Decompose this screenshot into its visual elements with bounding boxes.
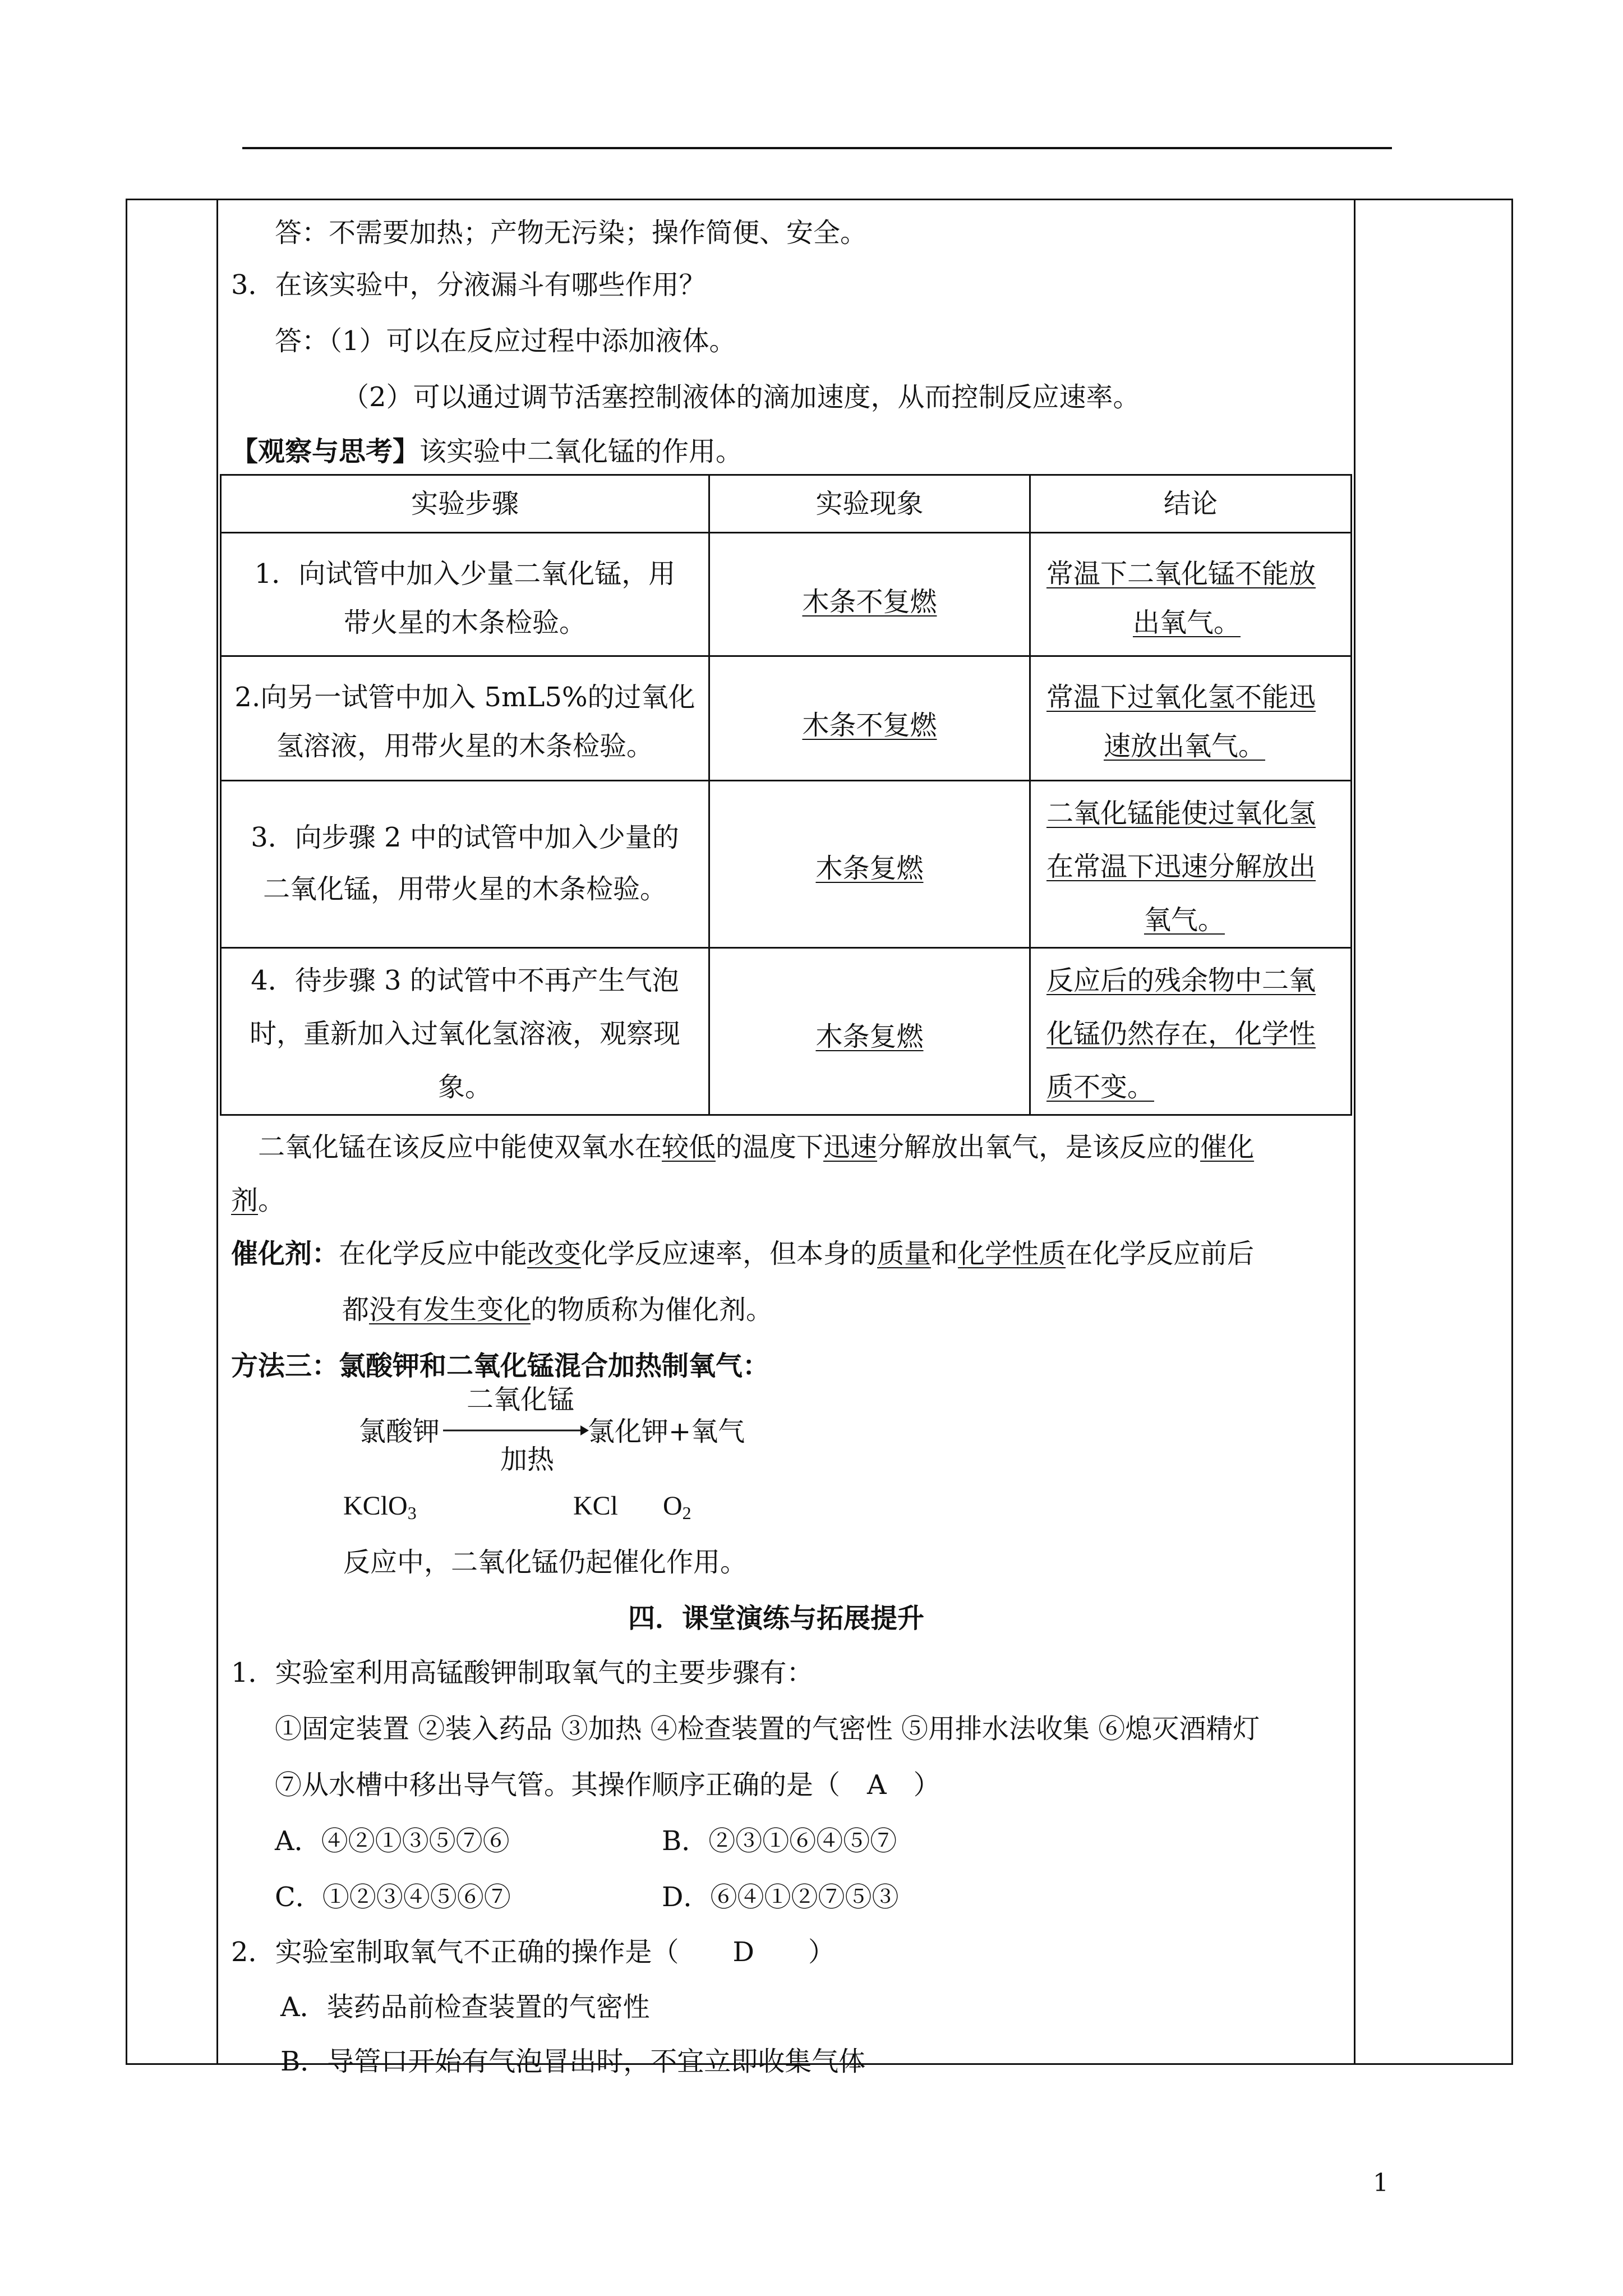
question-3-answer-1: 答：（1）可以在反应过程中添加液体。	[275, 325, 736, 357]
page-number: 1	[1373, 2169, 1389, 2197]
header-rule	[242, 147, 1392, 149]
products: 氯化钾+氧气	[588, 1416, 745, 1447]
q1-option-c: C．①②③④⑤⑥⑦	[275, 1881, 511, 1913]
conclusion-text: 常温下二氧化锰不能放	[1046, 558, 1316, 590]
conclusion-text: 常温下过氧化氢不能迅	[1046, 682, 1316, 713]
conclusion-text: 氧气。	[1144, 904, 1225, 936]
question-3: 3．在该实验中，分液漏斗有哪些作用？	[231, 269, 706, 301]
catalyst-definition-line1: 催化剂：在化学反应中能改变化学反应速率，但本身的质量和化学性质在化学反应前后	[231, 1238, 1255, 1269]
catalyst-definition-line2: 都没有发生变化的物质称为催化剂。	[342, 1294, 773, 1326]
catalyst-label: 催化剂：	[231, 1238, 339, 1269]
observe-heading	[231, 435, 743, 468]
step-text: 氢溶液，用带火星的木条检验。	[276, 730, 653, 762]
table-header-conclusion: 结论	[1163, 488, 1218, 519]
observe-text: 该实验中二氧化锰的作用。	[419, 436, 743, 467]
formula-kcl: KCl	[573, 1491, 619, 1521]
blank-answer: 没有发生变化	[369, 1294, 531, 1326]
conclusion-text: 质不变。	[1046, 1071, 1155, 1103]
table-header-steps: 实验步骤	[411, 488, 519, 519]
conclusion-text: 出氧气。	[1133, 607, 1241, 638]
conclusion-text: 二氧化锰能使过氧化氢	[1046, 798, 1316, 829]
blank-answer: 迅速	[823, 1131, 878, 1163]
q1-option-a: A．④②①③⑤⑦⑥	[275, 1825, 510, 1857]
method-3-heading: 方法三：氯酸钾和二氧化锰混合加热制氧气：	[231, 1350, 770, 1382]
reaction-arrow	[443, 1422, 589, 1439]
step-text: 象。	[437, 1071, 492, 1103]
step-text: 2.向另一试管中加入 5mL5%的过氧化	[234, 682, 695, 713]
step-text: 3．向步骤 2 中的试管中加入少量的	[251, 822, 679, 853]
formula-o2: $O_2$	[663, 1491, 691, 1523]
observe-label: 【观察与思考】	[231, 436, 420, 467]
step-text: 带火星的木条检验。	[343, 607, 586, 638]
step-text: 1．向试管中加入少量二氧化锰，用	[254, 558, 676, 590]
formula-kclo3: KClO$_3$	[343, 1491, 417, 1523]
q1-option-b: B．②③①⑥④⑤⑦	[662, 1825, 897, 1857]
phenomenon-text: 木条不复燃	[802, 710, 937, 741]
conclusion-text: 在常温下迅速分解放出	[1046, 851, 1316, 882]
question-3-answer-2: （2）可以通过调节活塞控制液体的滴加速度，从而控制反应速率。	[342, 381, 1140, 413]
blank-answer: 质量	[877, 1238, 932, 1269]
catalyst-above-arrow: 二氧化锰	[467, 1384, 575, 1415]
blank-answer: 剂	[231, 1185, 259, 1216]
phenomenon-text: 木条复燃	[815, 1021, 924, 1052]
q2-option-b: B．导管口开始有气泡冒出时，不宜立即收集气体	[280, 2046, 866, 2077]
answer-line: 答：不需要加热；产物无污染；操作简便、安全。	[275, 217, 868, 249]
phenomenon-text: 木条不复燃	[802, 586, 937, 618]
table-header-phenomenon: 实验现象	[815, 488, 924, 519]
step-text: 时，重新加入过氧化氢溶液，观察现	[249, 1018, 680, 1050]
condition-below-arrow: 加热	[500, 1444, 555, 1475]
q2-option-a: A．装药品前检查装置的气密性	[280, 1991, 650, 2023]
section-4-heading: 四．课堂演练与拓展提升	[628, 1603, 925, 1634]
q1-stem: 1．实验室利用高锰酸钾制取氧气的主要步骤有：	[231, 1657, 814, 1688]
conclusion-text: 速放出氧气。	[1104, 730, 1266, 762]
q1-option-d: D．⑥④①②⑦⑤③	[662, 1881, 899, 1913]
conclusion-text: 反应后的残余物中二氧	[1046, 965, 1316, 996]
summary-line1: 二氧化锰在该反应中能使双氧水在较低的温度下迅速分解放出氧气，是该反应的催化	[258, 1131, 1255, 1163]
blank-answer: 化学性质	[958, 1238, 1066, 1269]
summary-line2: 剂。	[231, 1185, 285, 1216]
q1-line3: ⑦从水槽中移出导气管。其操作顺序正确的是（ A ）	[275, 1769, 940, 1801]
q2-stem: 2．实验室制取氧气不正确的操作是（ D ）	[231, 1936, 836, 1968]
blank-answer: 催化	[1200, 1131, 1255, 1163]
reactant: 氯酸钾	[359, 1416, 440, 1447]
q1-line2: ①固定装置 ②装入药品 ③加热 ④检查装置的气密性 ⑤用排水法收集 ⑥熄灭酒精灯	[275, 1713, 1260, 1745]
blank-answer: 较低	[662, 1131, 716, 1163]
step-text: 4．待步骤 3 的试管中不再产生气泡	[251, 965, 679, 996]
reaction-note: 反应中，二氧化锰仍起催化作用。	[343, 1547, 748, 1578]
conclusion-text: 化锰仍然存在，化学性	[1046, 1018, 1316, 1050]
phenomenon-text: 木条复燃	[815, 853, 924, 884]
step-text: 二氧化锰，用带火星的木条检验。	[262, 873, 667, 905]
blank-answer: 改变	[527, 1238, 582, 1269]
